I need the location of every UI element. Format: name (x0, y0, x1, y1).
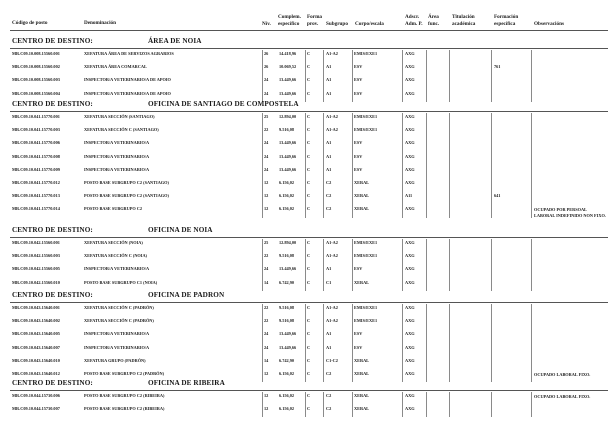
cell-forma: C (307, 331, 311, 337)
cell-corpo: XERAL (354, 393, 370, 398)
cell-corpo: ESV (354, 77, 363, 83)
cell-adscr: A11 (405, 193, 413, 199)
cell-nivel: 24 (264, 266, 269, 272)
cell-denominacion: POSTO BASE SUBGRUPO C2 (SANTIAGO) (84, 193, 169, 199)
cell-adscr: AXG (405, 140, 415, 146)
cell-denominacion: XEFATURA GRUPO (PADRÓN) (84, 357, 146, 363)
cell-adscr: AXG (405, 371, 415, 376)
cell-complemento: 6.156,02 (279, 406, 295, 412)
cell-subgrupo: A1-A2 (326, 51, 338, 56)
cell-codigo: MR.C09.10.041.15770.008 (12, 153, 60, 159)
cell-codigo: MR.C09.10.041.15770.014 (12, 206, 60, 212)
cell-denominacion: POSTO BASE SUBGRUPO C2 (RIBEIRA) (84, 406, 165, 412)
section-title: ÁREA DE NOIA (148, 37, 202, 45)
cell-complemento: 13.449,66 (279, 331, 297, 337)
header-codigo: Código de posto (12, 20, 48, 26)
header-nivel: Nív. (262, 21, 271, 27)
cell-complemento: 9.516,08 (279, 305, 295, 310)
cell-codigo: MR.C09.10.042.15560.003 (12, 253, 60, 259)
table-row (0, 65, 615, 75)
cell-complemento: 6.742,90 (279, 279, 295, 285)
cell-subgrupo: A1 (326, 331, 332, 337)
cell-denominacion: POSTO BASE SUBGRUPO C2 (84, 206, 143, 212)
cell-complemento: 13.449,66 (279, 140, 297, 146)
cell-denominacion: XEFATURA ÁREA COMARCAL (84, 64, 147, 70)
header-corpo: Corpo/escala (355, 21, 384, 27)
table-row (0, 281, 615, 291)
cell-forma: C (307, 266, 311, 272)
cell-denominacion: POSTO BASE SUBGRUPO C2 (RIBEIRA) (84, 393, 165, 398)
cell-corpo: EMIS/EXE1 (354, 240, 378, 245)
cell-subgrupo: A1-A2 (326, 240, 338, 245)
cell-complemento: 9.516,08 (279, 127, 295, 133)
header-subgrupo: Subgrupo (326, 21, 348, 27)
section-label: CENTRO DE DESTINO: (12, 291, 93, 299)
cell-corpo: XERAL (354, 279, 370, 285)
table-row (0, 267, 615, 277)
cell-denominacion: INSPECTOR/A VETERINARIO/A (84, 153, 150, 159)
cell-nivel: 22 (264, 318, 269, 324)
cell-forma: C (307, 206, 311, 212)
section-rule (10, 48, 608, 49)
header-adscr-l1: Adscr. (405, 14, 420, 20)
cell-complemento: 13.449,66 (279, 266, 297, 272)
cell-nivel: 12 (264, 371, 269, 376)
cell-denominacion: XEFATURA SECCIÓN (NOIA) (84, 240, 143, 245)
cell-corpo: ESV (354, 166, 363, 172)
cell-forma: C (307, 90, 311, 96)
table-row (0, 115, 615, 125)
cell-corpo: XERAL (354, 371, 370, 376)
table-row (0, 394, 615, 404)
cell-subgrupo: C1 (326, 279, 332, 285)
cell-adscr: AXG (405, 266, 415, 272)
cell-subgrupo: C2 (326, 371, 332, 376)
cell-nivel: 26 (264, 64, 269, 70)
section-title: OFICINA DE PADRON (148, 291, 225, 299)
cell-subgrupo: A1 (326, 140, 332, 146)
section-label: CENTRO DE DESTINO: (12, 37, 93, 45)
cell-codigo: MR.C09.10.043.15640.005 (12, 331, 60, 337)
section-label: CENTRO DE DESTINO: (12, 100, 93, 108)
cell-denominacion: XEFATURA SECCIÓN C (SANTIAGO) (84, 127, 159, 133)
cell-corpo: ESV (354, 344, 363, 350)
cell-codigo: MR.C09.10.041.15770.006 (12, 140, 60, 146)
cell-adscr: AXG (405, 127, 415, 133)
cell-forma: C (307, 318, 311, 324)
cell-adscr: AXG (405, 393, 415, 398)
cell-subgrupo: A1 (326, 166, 332, 172)
cell-subgrupo: C2 (326, 393, 332, 398)
cell-complemento: 12.894,00 (279, 240, 297, 245)
cell-complemento: 6.156,02 (279, 180, 295, 185)
cell-adscr: AXG (405, 114, 415, 119)
section-label: CENTRO DE DESTINO: (12, 226, 93, 234)
section-title: OFICINA DE RIBEIRA (148, 379, 225, 387)
cell-forma: C (307, 166, 311, 172)
cell-denominacion: INSPECTOR/A VETERINARIO/A DE APOIO (84, 77, 171, 83)
cell-subgrupo: C2 (326, 206, 332, 212)
cell-corpo: EMIS/EXE1 (354, 51, 378, 56)
cell-adscr: AXG (405, 77, 415, 83)
table-row (0, 168, 615, 178)
cell-nivel: 25 (264, 240, 269, 245)
cell-corpo: XERAL (354, 206, 370, 212)
cell-complemento: 13.449,66 (279, 166, 297, 172)
cell-corpo: ESV (354, 90, 363, 96)
cell-corpo: EMIS/EXE1 (354, 253, 378, 259)
table-row (0, 306, 615, 316)
cell-denominacion: POSTO BASE SUBGRUPO C2 (SANTIAGO) (84, 180, 169, 185)
cell-formacion: 761 (494, 64, 501, 70)
cell-complemento: 14.418,96 (279, 51, 297, 56)
cell-codigo: MR.C09.10.043.15640.007 (12, 344, 60, 350)
cell-adscr: AXG (405, 344, 415, 350)
cell-nivel: 24 (264, 153, 269, 159)
cell-codigo: MR.C09.10.042.15560.001 (12, 240, 60, 245)
table-row (0, 194, 615, 204)
cell-forma: C (307, 140, 311, 146)
cell-observacions: OCUPADO POR PERSOAL LABORAL INDEFINIDO NON FIXO. (534, 207, 606, 218)
cell-nivel: 24 (264, 77, 269, 83)
cell-adscr: AXG (405, 206, 415, 212)
header-complemento-l1: Complem. (278, 14, 301, 20)
header-formacion-l2: específica (494, 21, 516, 27)
cell-denominacion: INSPECTOR/A VETERINARIO/A (84, 331, 150, 337)
cell-nivel: 24 (264, 344, 269, 350)
cell-forma: C (307, 153, 311, 159)
table-row (0, 346, 615, 356)
cell-codigo: MR.C09.10.043.15640.010 (12, 357, 60, 363)
table-row (0, 52, 615, 62)
cell-adscr: AXG (405, 240, 415, 245)
cell-complemento: 13.449,66 (279, 153, 297, 159)
cell-complemento: 6.156,02 (279, 371, 295, 376)
cell-complemento: 9.516,08 (279, 253, 295, 259)
cell-complemento: 13.449,66 (279, 77, 297, 83)
cell-adscr: AXG (405, 51, 415, 56)
cell-nivel: 25 (264, 114, 269, 119)
cell-adscr: AXG (405, 305, 415, 310)
cell-nivel: 22 (264, 127, 269, 133)
cell-denominacion: XEFATURA SECCIÓN (SANTIAGO) (84, 114, 155, 119)
cell-codigo: MR.C09.10.042.15560.010 (12, 279, 60, 285)
cell-denominacion: INSPECTOR/A VETERINARIO/A (84, 166, 150, 172)
cell-denominacion: INSPECTOR/A VETERINARIO/A DE APOIO (84, 90, 171, 96)
cell-corpo: XERAL (354, 180, 370, 185)
cell-adscr: AXG (405, 406, 415, 412)
cell-denominacion: XEFATURA SECCIÓN C (PADRÓN) (84, 318, 154, 324)
cell-subgrupo: A1-A2 (326, 318, 338, 324)
section-rule (10, 111, 608, 112)
cell-complemento: 6.156,02 (279, 193, 295, 199)
cell-forma: C (307, 253, 311, 259)
cell-forma: C (307, 357, 311, 363)
cell-observacions: OCUPADO LABORAL FIXO. (534, 394, 591, 399)
cell-codigo: MR.C09.10.041.15770.003 (12, 127, 60, 133)
header-forma-l2: prov. (307, 21, 319, 27)
cell-adscr: AXG (405, 357, 415, 363)
cell-corpo: EMIS/EXE1 (354, 305, 378, 310)
cell-codigo: MR.C09.10.008.15560.001 (12, 51, 60, 56)
cell-corpo: XERAL (354, 193, 370, 199)
cell-nivel: 14 (264, 357, 269, 363)
cell-complemento: 9.516,08 (279, 318, 295, 324)
cell-subgrupo: A1-A2 (326, 253, 338, 259)
cell-denominacion: XEFATURA SECCIÓN C (PADRÓN) (84, 305, 154, 310)
cell-adscr: AXG (405, 90, 415, 96)
cell-forma: C (307, 180, 311, 185)
cell-adscr: AXG (405, 166, 415, 172)
cell-nivel: 22 (264, 253, 269, 259)
cell-forma: C (307, 279, 311, 285)
section-title: OFICINA DE NOIA (148, 226, 213, 234)
cell-adscr: AXG (405, 279, 415, 285)
table-row (0, 181, 615, 191)
section-title: OFICINA DE SANTIAGO DE COMPOSTELA (148, 100, 299, 108)
cell-forma: C (307, 51, 311, 56)
header-forma-l1: Forma (307, 14, 322, 20)
table-row (0, 359, 615, 369)
cell-forma: C (307, 371, 311, 376)
cell-nivel: 12 (264, 393, 269, 398)
cell-codigo: MR.C09.10.008.15560.004 (12, 90, 60, 96)
cell-subgrupo: C2 (326, 406, 332, 412)
cell-denominacion: INSPECTOR/A VETERINARIO/A (84, 344, 150, 350)
cell-adscr: AXG (405, 253, 415, 259)
cell-subgrupo: A1-A2 (326, 127, 338, 133)
table-row (0, 319, 615, 329)
cell-adscr: AXG (405, 64, 415, 70)
cell-complemento: 13.449,66 (279, 344, 297, 350)
table-row (0, 128, 615, 138)
cell-denominacion: XEFATURA ÁREA DE SERVIZOS AGRARIOS (84, 51, 174, 56)
cell-nivel: 24 (264, 140, 269, 146)
header-area-l2: func. (428, 21, 440, 27)
cell-nivel: 12 (264, 180, 269, 185)
cell-forma: C (307, 305, 311, 310)
cell-denominacion: POSTO BASE SUBGRUPO C1 (NOIA) (84, 279, 158, 285)
cell-subgrupo: A1 (326, 90, 332, 96)
cell-denominacion: INSPECTOR/A VETERINARIO/A (84, 266, 150, 272)
cell-nivel: 24 (264, 166, 269, 172)
cell-subgrupo: A1-A2 (326, 305, 338, 310)
cell-subgrupo: C1-C2 (326, 357, 338, 363)
table-row (0, 241, 615, 251)
table-row (0, 78, 615, 88)
cell-corpo: EMIS/EXE1 (354, 318, 378, 324)
cell-codigo: MR.C09.10.043.15640.002 (12, 318, 60, 324)
cell-complemento: 13.449,66 (279, 90, 297, 96)
table-row (0, 407, 615, 417)
cell-nivel: 24 (264, 331, 269, 337)
cell-complemento: 6.156,02 (279, 206, 295, 212)
cell-nivel: 24 (264, 90, 269, 96)
cell-nivel: 12 (264, 193, 269, 199)
cell-corpo: ESV (354, 153, 363, 159)
cell-adscr: AXG (405, 331, 415, 337)
header-rule (10, 30, 608, 31)
header-area-l1: Área (428, 14, 439, 20)
cell-codigo: MR.C09.10.044.15730.007 (12, 406, 60, 412)
cell-corpo: ESV (354, 266, 363, 272)
cell-adscr: AXG (405, 153, 415, 159)
cell-codigo: MR.C09.10.044.15730.006 (12, 393, 60, 398)
cell-nivel: 12 (264, 406, 269, 412)
cell-corpo: XERAL (354, 406, 370, 412)
cell-forma: C (307, 77, 311, 83)
header-titulacion-l1: Titulación (452, 14, 475, 20)
cell-codigo: MR.C09.10.041.15770.001 (12, 114, 60, 119)
table-row (0, 332, 615, 342)
cell-forma: C (307, 64, 311, 70)
cell-nivel: 26 (264, 51, 269, 56)
cell-codigo: MR.C09.10.008.15560.003 (12, 77, 60, 83)
cell-subgrupo: A1 (326, 266, 332, 272)
cell-corpo: XERAL (354, 357, 370, 363)
cell-complemento: 12.894,00 (279, 114, 297, 119)
cell-codigo: MR.C09.10.041.15770.012 (12, 180, 60, 185)
cell-denominacion: INSPECTOR/A VETERINARIO/A (84, 140, 150, 146)
cell-subgrupo: A1 (326, 344, 332, 350)
section-rule (10, 237, 608, 238)
cell-codigo: MR.C09.10.042.15560.005 (12, 266, 60, 272)
cell-denominacion: POSTO BASE SUBGRUPO C2 (PADRÓN) (84, 371, 165, 376)
cell-formacion: 641 (494, 193, 501, 199)
cell-subgrupo: A1 (326, 153, 332, 159)
cell-adscr: AXG (405, 180, 415, 185)
cell-codigo: MR.C09.10.008.15560.002 (12, 64, 60, 70)
cell-forma: C (307, 127, 311, 133)
cell-forma: C (307, 406, 311, 412)
cell-codigo: MR.C09.10.043.15640.001 (12, 305, 60, 310)
cell-forma: C (307, 114, 311, 119)
table-row (0, 254, 615, 264)
cell-adscr: AXG (405, 318, 415, 324)
cell-subgrupo: C2 (326, 180, 332, 185)
cell-corpo: ESV (354, 140, 363, 146)
cell-corpo: ESV (354, 64, 363, 70)
table-row (0, 207, 615, 217)
cell-codigo: MR.C09.10.043.15640.012 (12, 371, 60, 376)
cell-forma: C (307, 393, 311, 398)
section-label: CENTRO DE DESTINO: (12, 379, 93, 387)
cell-forma: C (307, 240, 311, 245)
table-row (0, 141, 615, 151)
table-row (0, 155, 615, 165)
section-rule (10, 302, 608, 303)
cell-complemento: 10.069,52 (279, 64, 297, 70)
cell-complemento: 6.156,02 (279, 393, 295, 398)
cell-codigo: MR.C09.10.041.15770.009 (12, 166, 60, 172)
cell-nivel: 22 (264, 305, 269, 310)
cell-corpo: ESV (354, 331, 363, 337)
header-complemento-l2: específico (278, 21, 300, 27)
cell-subgrupo: A1-A2 (326, 114, 338, 119)
header-titulacion-l2: académica (452, 21, 476, 27)
cell-nivel: 12 (264, 206, 269, 212)
cell-nivel: 14 (264, 279, 269, 285)
cell-observacions: OCUPADO LABORAL FIXO. (534, 372, 591, 377)
cell-corpo: EMIS/EXE1 (354, 114, 378, 119)
cell-complemento: 6.742,90 (279, 357, 295, 363)
header-formacion-l1: Formación (494, 14, 519, 20)
cell-forma: C (307, 193, 311, 199)
cell-subgrupo: C2 (326, 193, 332, 199)
cell-corpo: EMIS/EXE1 (354, 127, 378, 133)
section-rule (10, 390, 608, 391)
cell-subgrupo: A1 (326, 77, 332, 83)
header-denominacion: Denominación (84, 20, 116, 26)
cell-forma: C (307, 344, 311, 350)
header-observacions: Observacións (534, 21, 564, 27)
cell-subgrupo: A1 (326, 64, 332, 70)
header-adscr-l2: Adm. P. (405, 21, 423, 27)
cell-codigo: MR.C09.10.041.15770.013 (12, 193, 60, 199)
cell-denominacion: XEFATURA SECCIÓN C (NOIA) (84, 253, 147, 259)
